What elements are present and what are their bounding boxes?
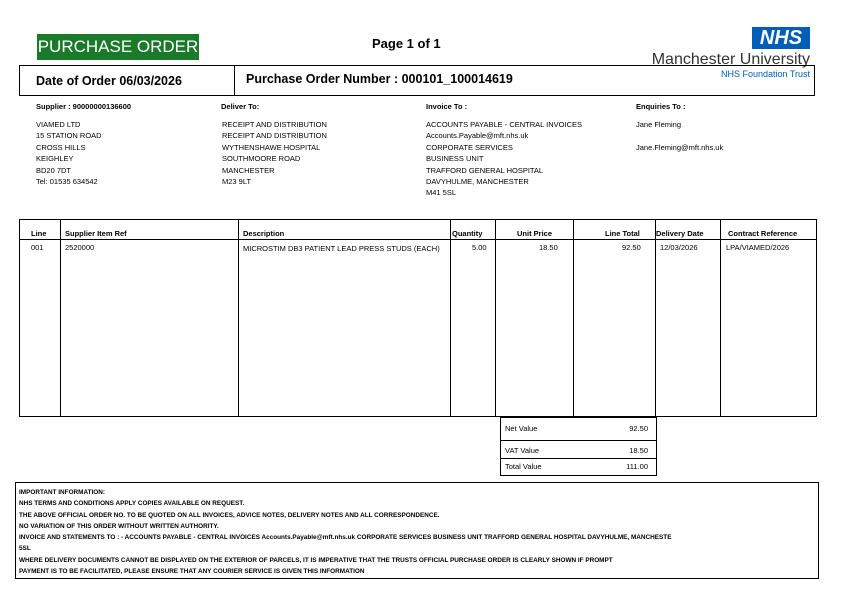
supplier-label: Supplier : 90000000136600	[36, 102, 132, 111]
totals-divider	[501, 458, 656, 459]
deliver-line: M23 9LT	[222, 177, 252, 187]
cell-unit-price: 18.50	[539, 243, 558, 252]
invoice-line: BUSINESS UNIT	[426, 154, 484, 164]
deliver-line: RECEIPT AND DISTRIBUTION	[222, 131, 327, 141]
invoice-line: M41 5SL	[426, 188, 457, 198]
enquiries-email[interactable]: Jane.Fleming@mft.nhs.uk	[636, 143, 724, 152]
cell-contract-ref: LPA/VIAMED/2026	[726, 243, 790, 252]
col-divider	[450, 220, 451, 416]
order-header	[19, 65, 815, 96]
enquiries-to-label: Enquiries To :	[636, 102, 686, 111]
col-header-quantity: Quantity	[452, 229, 483, 238]
page-number: Page 1 of 1	[372, 36, 441, 51]
col-header-unit-price: Unit Price	[517, 229, 553, 238]
cell-delivery-date: 12/03/2026	[660, 243, 698, 252]
col-divider	[238, 220, 239, 416]
cell-line-total: 92.50	[622, 243, 641, 252]
supplier-line: KEIGHLEY	[36, 154, 74, 164]
vat-value-label: VAT Value	[505, 446, 540, 455]
net-value: 92.50	[629, 424, 648, 433]
net-value-label: Net Value	[505, 424, 538, 433]
supplier-line: Tel: 01535 634542	[36, 177, 98, 187]
info-line: THE ABOVE OFFICIAL ORDER NO. TO BE QUOTED ON ALL INVOICES, ADVICE NOTES, DELIVERY NOTES AND ALL CORRESPONDENCE.	[19, 511, 440, 519]
invoice-to-label: Invoice To :	[426, 102, 468, 111]
col-divider	[60, 220, 61, 416]
totals-box	[500, 417, 657, 476]
info-line: INVOICE AND STATEMENTS TO : - ACCOUNTS PAYABLE - CENTRAL INVOICES Accounts.Payable@mft.nhs.uk CORPORATE SERVICES BUSINESS UNIT TRAFFORD GENERAL HOSPITAL DAVYHULME, MANCHESTE	[19, 534, 672, 542]
total-value-label: Total Value	[505, 462, 542, 471]
date-of-order: Date of Order 06/03/2026	[36, 74, 182, 88]
cell-quantity: 5.00	[472, 243, 487, 252]
invoice-line: DAVYHULME, MANCHESTER	[426, 177, 529, 187]
supplier-line: BD20 7DT	[36, 165, 72, 175]
col-header-line-total: Line Total	[605, 229, 640, 238]
invoice-line: CORPORATE SERVICES	[426, 142, 513, 152]
supplier-line: CROSS HILLS	[36, 142, 86, 152]
line-items-table	[19, 219, 817, 417]
info-line: NO VARIATION OF THIS ORDER WITHOUT WRITTEN AUTHORITY.	[19, 522, 219, 530]
col-divider	[655, 220, 656, 416]
col-header-contract-ref: Contract Reference	[728, 229, 798, 238]
header-row-divider	[20, 239, 816, 240]
col-divider	[495, 220, 496, 416]
nhs-badge: NHS	[752, 27, 810, 49]
deliver-line: MANCHESTER	[222, 165, 275, 175]
invoice-line: TRAFFORD GENERAL HOSPITAL	[426, 165, 544, 175]
col-divider	[573, 220, 574, 416]
purchase-order-number: Purchase Order Number : 000101_100014619	[246, 72, 513, 86]
info-line: 5SL	[19, 545, 31, 553]
col-header-delivery-date: Delivery Date	[656, 229, 704, 238]
col-header-description: Description	[243, 229, 285, 238]
deliver-to-label: Deliver To:	[221, 102, 260, 111]
cell-item-ref: 2520000	[65, 243, 95, 252]
totals-divider	[501, 440, 656, 441]
deliver-to-address	[222, 119, 327, 187]
col-divider	[720, 220, 721, 416]
important-information	[15, 482, 819, 579]
cell-line: 001	[31, 243, 44, 252]
deliver-line: SOUTHMOORE ROAD	[222, 154, 301, 164]
deliver-line: RECEIPT AND DISTRIBUTION	[222, 120, 327, 129]
supplier-line: 15 STATION ROAD	[36, 131, 102, 141]
invoice-line: ACCOUNTS PAYABLE - CENTRAL INVOICES	[426, 120, 583, 129]
logo-org-name: Manchester University	[651, 51, 810, 68]
vat-value: 18.50	[629, 446, 648, 455]
invoice-line: Accounts.Payable@mft.nhs.uk	[426, 131, 529, 141]
col-header-line: Line	[31, 229, 47, 238]
document-title: PURCHASE ORDER	[37, 34, 199, 60]
info-line: PAYMENT IS TO BE FACILITATED, PLEASE ENSURE THAT ANY COURIER SERVICE IS GIVEN THIS INFORMATION	[19, 568, 365, 576]
deliver-line: WYTHENSHAWE HOSPITAL	[222, 142, 321, 152]
col-header-item-ref: Supplier Item Ref	[65, 229, 127, 238]
info-line: NHS TERMS AND CONDITIONS APPLY COPIES AVAILABLE ON REQUEST.	[19, 500, 245, 508]
logo-trust-name: NHS Foundation Trust	[720, 69, 810, 79]
cell-description: MICROSTIM DB3 PATIENT LEAD PRESS STUDS (EACH)	[243, 244, 440, 253]
info-line: WHERE DELIVERY DOCUMENTS CANNOT BE DISPLAYED ON THE EXTERIOR OF PARCELS, IT IS IMPERATIVE THAT THE TRUSTS OFFICIAL PURCHASE ORDER IS CLEARLY SHOWN IF PROMPT	[19, 556, 613, 564]
header-divider	[234, 66, 235, 95]
enquiries-name: Jane Fleming	[636, 120, 682, 129]
invoice-to-address	[426, 119, 582, 199]
total-value: 111.00	[626, 462, 648, 471]
info-line: IMPORTANT INFORMATION:	[19, 489, 106, 496]
supplier-address	[36, 119, 102, 187]
supplier-line: VIAMED LTD	[36, 120, 81, 129]
